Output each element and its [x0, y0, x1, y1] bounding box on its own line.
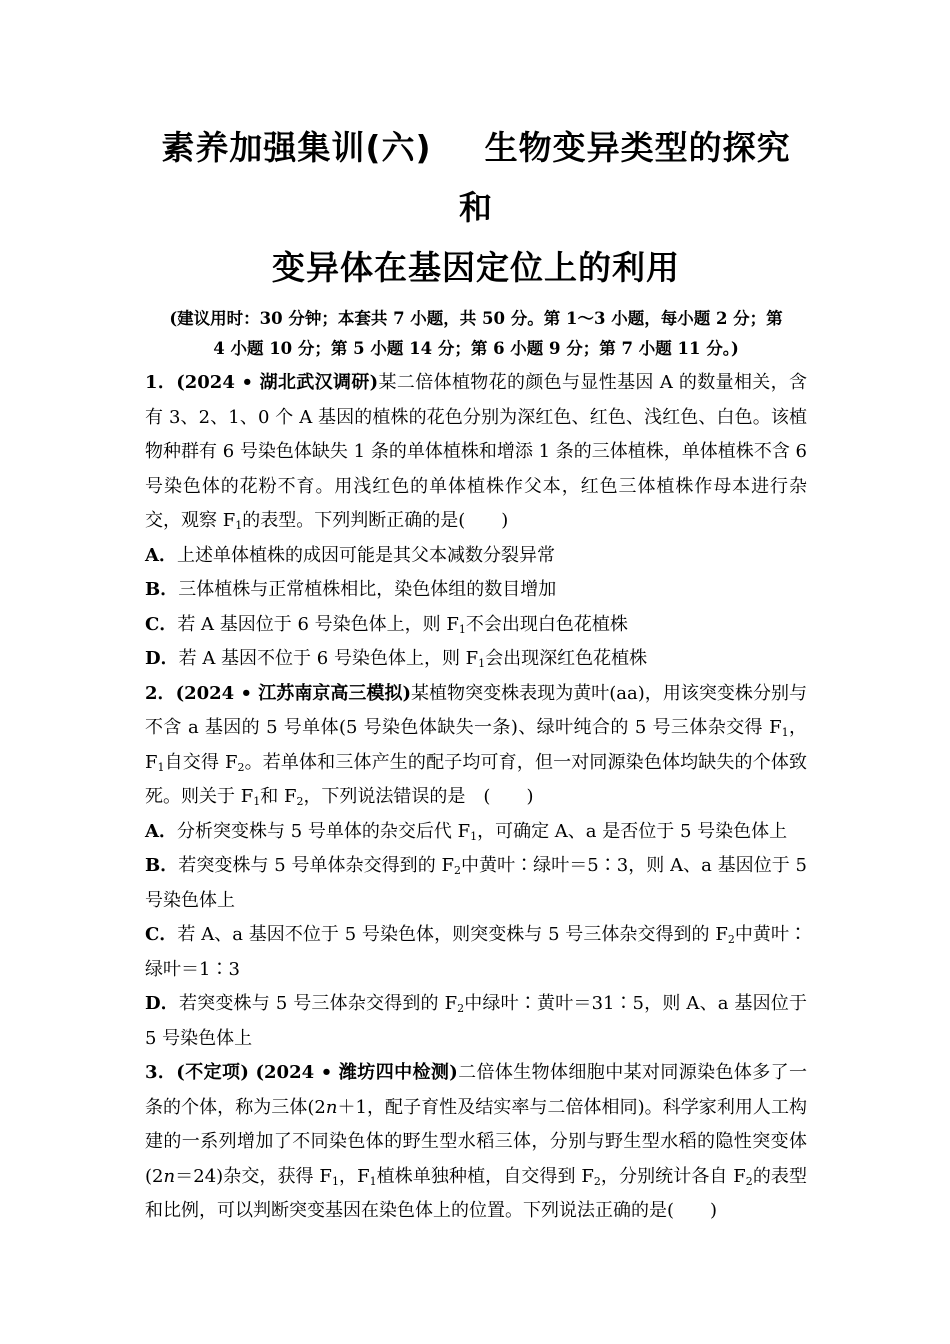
subscript: 1 [478, 657, 486, 670]
subscript: 1 [331, 1174, 339, 1188]
question-3-stem [145, 1056, 807, 1229]
option-letter: C． [145, 613, 178, 635]
subscript: 1 [157, 760, 165, 774]
question-number: 1． [145, 372, 177, 393]
stem-text: 的表型和比例，可以判断突变基因在染色体上的位置。下列说法正确的是( ) [145, 1165, 808, 1221]
question-source: (不定项) (2024 • 潍坊四中检测) [176, 1062, 458, 1083]
title-topic: 生物变异类型的探究和 [459, 128, 791, 227]
option-letter: A． [145, 820, 177, 842]
subscript: 1 [369, 1174, 377, 1188]
option-letter: B． [145, 579, 179, 600]
time-note-line-2: 4 小题 10 分；第 5 小题 14 分；第 6 小题 9 分；第 7 小题 11 分。) [213, 339, 739, 358]
stem-text: 。若单体和三体产生的配子均可育，但一对同源染色体均缺失的个体致死。则关于 F [145, 751, 807, 807]
question-source: (2024 • 湖北武汉调研) [176, 372, 379, 393]
option-text: 若突变株与 5 号单体杂交得到的 F [178, 855, 454, 876]
subscript: 1 [781, 726, 789, 739]
subscript: 2 [457, 1002, 465, 1015]
stem-text: ，分别统计各自 F [600, 1165, 746, 1187]
option-text: 不会出现白色花植株 [465, 613, 628, 635]
question-number: 3． [145, 1062, 177, 1083]
option-text: 若 A 基因不位于 6 号染色体上，则 F [178, 648, 479, 669]
title-series: 素养加强集训(六) [161, 128, 432, 167]
option-text: 中黄叶∶绿叶＝5∶3，则 A、a 基因位于 5 号染色体上 [145, 855, 807, 911]
option-text: 若 A 基因位于 6 号染色体上，则 F [177, 613, 459, 635]
option-b[interactable] [145, 573, 807, 608]
stem-text: ，F [145, 717, 807, 773]
option-text: 若 A、a 基因不位于 5 号染色体，则突变株与 5 号三体杂交得到的 F [177, 924, 728, 945]
document-page [145, 118, 807, 1229]
stem-text: ＝24)杂交，获得 F [175, 1165, 332, 1187]
time-note-line-1: (建议用时：30 分钟；本套共 7 小题，共 50 分。第 1～3 小题，每小题 2 分；第 [169, 309, 783, 328]
question-2 [145, 677, 807, 1057]
italic-n: n [325, 1096, 338, 1118]
subscript: 2 [745, 1174, 753, 1188]
option-text: 会出现深红色花植株 [485, 648, 648, 669]
subscript: 1 [458, 622, 466, 636]
question-source: (2024 • 江苏南京高三模拟) [175, 682, 411, 704]
option-letter: C． [145, 924, 178, 945]
italic-n: n [163, 1165, 176, 1187]
option-text: 上述单体植株的成因可能是其父本减数分裂异常 [176, 544, 555, 566]
stem-text: ，下列说法错误的是 ( ) [303, 786, 534, 807]
title-line-1 [145, 118, 807, 238]
stem-text: 某二倍体植物花的颜色与显性基因 A 的数量相关，含有 3、2、1、0 个 A 基因的植株的花色分别为深红色、红色、浅红色、白色。该植物种群有 6 号染色体缺失 1 条的单体植株和增添 1 条的三体植株，单体植株不含 6 号染色体的花粉不育。用浅红色的单体植株作父本，红色三体植株作母本进行杂交，观察 F [145, 372, 808, 531]
option-text: 若突变株与 5 号三体杂交得到的 F [178, 993, 458, 1014]
stem-text: 和 F [260, 786, 297, 807]
subscript: 2 [296, 795, 304, 808]
option-text: 三体植株与正常植株相比，染色体组的数目增加 [178, 579, 557, 600]
subscript: 2 [593, 1174, 601, 1188]
option-b[interactable] [145, 849, 807, 918]
time-note [145, 302, 807, 366]
option-a[interactable] [145, 539, 807, 574]
question-1 [145, 366, 807, 677]
subscript: 2 [237, 760, 245, 774]
stem-text: 某植物突变株表现为黄叶(aa)，用该突变株分别与不含 a 基因的 5 号单体(5 号染色体缺失一条)、绿叶纯合的 5 号三体杂交得 F [145, 682, 807, 738]
option-c[interactable] [145, 918, 807, 987]
subscript: 1 [470, 829, 478, 843]
option-letter: D． [145, 993, 179, 1014]
option-c[interactable] [145, 608, 807, 643]
option-d[interactable] [145, 987, 807, 1056]
option-text: ，可确定 A、a 是否位于 5 号染色体上 [477, 820, 788, 842]
title-line-2: 变异体在基因定位上的利用 [272, 248, 680, 287]
question-1-stem [145, 366, 807, 539]
option-d[interactable] [145, 642, 807, 677]
question-3 [145, 1056, 807, 1229]
page-title [145, 118, 807, 298]
option-text: 中黄叶∶绿叶＝1∶3 [145, 924, 807, 980]
option-text: 中绿叶∶黄叶＝31∶5，则 A、a 基因位于 5 号染色体上 [145, 993, 807, 1049]
stem-text: ＋1，配子育性及结实率与二倍体相同)。科学家利用人工构建的一系列增加了不同染色体的野生型水稻三体，分别与野生型水稻的隐性突变体(2 [145, 1096, 807, 1187]
option-letter: B． [145, 855, 179, 876]
stem-text: 二倍体生物体细胞中某对同源染色体多了一条的个体，称为三体(2 [145, 1062, 808, 1118]
stem-text: 自交得 F [164, 751, 238, 773]
stem-text: ，F [338, 1165, 370, 1187]
stem-text: 植株单独种植，自交得到 F [376, 1165, 594, 1187]
option-text: 分析突变株与 5 号单体的杂交后代 F [176, 820, 471, 842]
option-letter: A． [145, 544, 177, 566]
subscript: 1 [253, 795, 261, 808]
stem-text: 的表型。下列判断正确的是( ) [242, 510, 509, 531]
option-letter: D． [145, 648, 179, 669]
subscript: 2 [727, 933, 735, 946]
subscript: 2 [454, 864, 461, 877]
question-2-stem [145, 677, 807, 815]
subscript: 1 [235, 519, 243, 532]
question-number: 2． [145, 682, 176, 704]
option-a[interactable] [145, 815, 807, 850]
